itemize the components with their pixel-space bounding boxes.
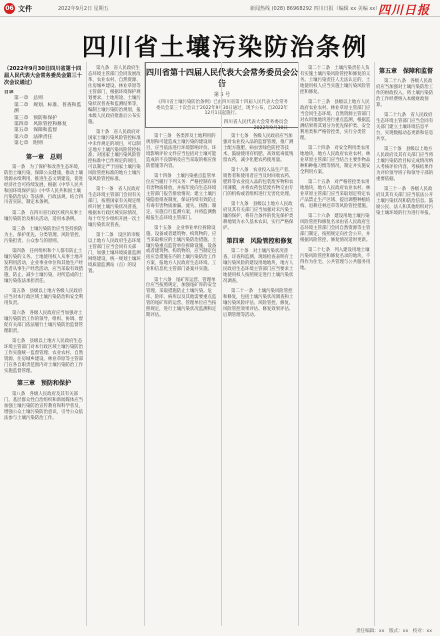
law-title: 四川省土壤污染防治条例 [82,32,368,61]
news-hotline: 新闻热线 (028) 86968292 四川日报（编辑 xx 美编 xx） [250,6,381,12]
article: 第十二条 设区的市级以上地方人民政府生态环境主管部门应当会同有关部门，加强土壤环境质量监测网络建设，统一规划土壤环境质量监测站（点）的设置。 [88,233,141,274]
announcement-body: 《四川省土壤污染防治条例》已由四川省第十四届人民代表大会常务委员会第三十次会议于2022年9月30日通过，现予公布，自2022年12月1日起施行。 [156,100,288,117]
article: 第二十五条 对严格管控类农用地地块，地方人民政府农业农村、林业草原主管部门应当采取划定特定农产品禁止生产区域、提出调整种植结构、退耕还林还草等风险管控措施。 [300,179,371,209]
column-divider [221,62,222,626]
article: 第六条 各级人民政府应当加强对土壤污染防治工作的领导，组织、协调、督促有关部门依法履行土壤污染防治监督管理职责。 [4,311,84,334]
text-column-6 [376,62,436,624]
column-divider [298,62,299,626]
text-column-1 [4,90,84,624]
article: 第十五条 企业事业单位拆除设施、设备或者建筑物、构筑物的，应当采取相应的土壤污染防治措施。土壤污染重点监管单位拆除设施、设备或者建筑物、构筑物的，应当制定包括应急措施在内的土壤污染防治工作方案，报地方人民政府生态环境、工业和信息化主管部门备案并实施。 [146,225,217,273]
article: 第二十六条 建设用地土壤污染风险管控和修复名录由省人民政府生态环境主管部门会同自然资源等主管部门制定，按照规定向社会公开，并根据风险管控、修复情况适时更新。 [300,213,371,243]
toc-item: 第二章 规划、标准、普查和监测 [14,102,82,115]
article: 第九条 省人民政府生态环境主管部门会同发展改革、农业农村、自然资源、住房城乡建设、林业草原等主管部门，根据环境保护规划要求、土地用途、土壤污染状况普查和监测结果等，编制土壤污染防治规划，报本级人民政府批准后公布实施。 [88,66,141,125]
adoption-note: （2022年9月30日四川省第十四届人民代表大会常务委员会第三十次会议通过） [4,66,82,86]
article: 第五条 县级以上地方各级人民政府应当对本行政区域土壤污染防治和安全利用负责。 [4,288,84,306]
announcement-box [145,62,299,131]
text-column-3 [146,130,219,624]
chapter-heading: 第五章 保障和监督 [378,68,433,75]
newspaper-logo: 四川日报 [377,3,430,17]
article: 第二十八条 各级人民政府应当加强对土壤污染防治工作的财政投入，将土壤污染防治工作经费纳入本级财政预算。 [376,79,434,109]
article: 第十四条 土壤污染重点监管单位应当履行下列义务：严格控制有毒有害物质排放，并按年度向生态环境主管部门报告排放情况；建立土壤污染隐患排查制度，保证持续有效防止有毒有害物质渗漏、流失、扬散；制定、实施自行监测方案，并将监测数据报生态环境主管部门。 [146,174,217,221]
article: 第三十条 县级以上地方人民政府及其有关部门应当将土壤污染防治目标完成情况纳入考核评价内容，考核结果作为评价领导班子和领导干部的重要依据。 [376,147,434,182]
article: 第十三条 各类涉及土地利用的规划和可能造成土壤污染的建设项目，应当依法进行环境影响评价。环境影响评价文件应当包括对土壤可能造成的不良影响及应当采取的相应预防措施等内容。 [146,134,217,169]
toc-item: 第七章 附则 [14,141,43,147]
article: 第三十一条 各级人民政府及其有关部门应当依法公开土壤污染状况和防治信息。鼓励公民、法人和其他组织对污染土壤环境的行为进行举报。 [376,187,434,216]
article: 第二十条 对土壤污染状况普查、详查和监测、现场检查表明有土壤污染风险的建设用地地块，地方人民政府生态环境主管部门应当要求土地使用权人按照规定进行土壤污染状况调查。 [223,249,294,284]
toc-item: 第四章 风险管控和修复 [14,122,67,128]
text-column-5 [300,62,372,624]
article: 第十条 省人民政府对国家土壤污染风险管控标准中未作规定的项目，可以制定地方土壤污染风险管控标准；对国家土壤污染风险管控标准中已作规定的项目，可以制定严于国家土壤污染风险管控标准的地方土壤污染风险管控标准。 [88,129,141,183]
text-column-4 [223,130,296,624]
article: 第二十七条 列入建设用地土壤污染风险管控和修复名录的地块，不得作为住宅、公共管理与公共服务用地。 [300,247,371,271]
article: 第十九条 县级以上地方人民政府及其有关部门应当加强对未污染土壤的保护，将符合条件的优先保护类耕地划为永久基本农田，实行严格保护。 [223,202,294,231]
article: 第四条 任何组织和个人都有防止土壤污染的义务。土地使用权人从事土地开发利用活动，企业事业单位和其他生产经营者从事生产经营活动，应当采取有效措施，防止、减少土壤污染，对所造成的土壤污染依法承担责任。 [4,249,84,284]
chapter-heading: 第三章 预防和保护 [16,380,71,388]
announcement-date: 2022年9月30日 [253,125,288,131]
announcement-number: 第 5 号 [213,92,231,98]
article: 第八条 各级人民政府及其有关部门、基层群众性自治组织和新闻媒体应当加强土壤污染防治宣传教育和科学普及，增强公众土壤污染防治意识，引导公众依法参与土壤污染防治工作。 [4,391,84,421]
section-label: 文件 [18,5,32,13]
article: 第二十二条 土壤污染责任人负有实施土壤污染风险管控和修复的义务。土壤污染责任人无法认定的，土地使用权人应当实施土壤污染风险管控和修复。 [300,66,371,96]
article: 第二十四条 对安全利用类农用地地块，地方人民政府农业农村、林业草原主管部门应当结合主要作物品种和种植习惯等情况，制定并实施安全利用方案。 [300,146,371,175]
chapter-heading: 第四章 风险管控和修复 [226,237,293,245]
toc-item: 第三章 预防和保护 [14,115,58,121]
chapter-heading: 第一章 总则 [25,153,62,161]
article: 第一条 为了保护和改善生态环境，防治土壤污染，保障公众健康，推动土壤资源永续利用，推进生态文明建设，促进经济社会可持续发展，根据《中华人民共和国环境保护法》《中华人民共和国土壤污染防治法》等法律、行政法规，结合四川省实际，制定本条例。 [4,165,84,206]
article: 第二十三条 县级以上地方人民政府农业农村、林业草原主管部门应当会同生态环境、自然资源主管部门对农用地地块进行重点监测，根据监测结果将其划分为优先保护类、安全利用类和严格管控类，实行分类管理。 [300,100,371,141]
article: 第七条 县级以上地方人民政府生态环境主管部门对本行政区域土壤污染防治工作实施统一监督管理；农业农村、自然资源、住房城乡建设、林业草原等主管部门在各自职责范围内对土壤污染防治工作实施监督管理。 [4,339,84,374]
issue-date: 2022年9月2日 星期五 [58,6,109,12]
article: 第十六条 尾矿库运营、管理单位应当按照规定，加强尾矿库的安全管理，采取措施防止土壤污染。危库、险库、病库以及其他需要重点监管的尾矿库的运营、管理单位应当按照规定，进行土壤污染状况监测和定期评估。 [146,277,217,318]
announcement-issuer: 四川省人民代表大会常务委员会 [223,119,288,125]
page-header [0,0,440,17]
page-number-badge: 06 [5,5,14,12]
column-divider [374,62,375,626]
article: 第二十一条 土壤污染风险管控和修复，包括土壤污染状况调查和土壤污染风险评估、风险管控、修复、风险管控效果评估、修复效果评估、后期管理等活动。 [223,288,294,318]
article: 第十七条 各级人民政府应当加强对农业投入品的监督管理，推广测土配方施肥、病虫害绿色防控等技术，鼓励使用有机肥、高效低毒低残留农药，减少化肥农药使用量。 [223,134,294,164]
toc-heading: 目录 [4,90,14,95]
article: 第二十九条 省人民政府生态环境主管部门应当会同有关部门建立土壤环境信息平台，实现数据动态更新和信息共享。 [376,113,434,142]
page-footer: 责任编辑：xx 版式：xx 校对：xx [355,629,432,634]
column-divider [144,62,145,626]
text-column-2 [88,62,142,624]
article: 第十一条 省人民政府生态环境主管部门会同有关部门，按照国家有关规定组织开展土壤污染状况普查，根据本行政区域实际情况，每十年至少组织开展一次土壤污染状况普查。 [88,187,141,228]
toc-item: 第五章 保障和监督 [14,128,58,134]
article: 第二条 在四川省行政区域内从事土壤污染防治及相关活动，适用本条例。 [4,210,83,222]
toc-item: 第一章 总则 [14,96,43,102]
article: 第十八条 农业投入品生产者、销售者和使用者应当及时回收农药、肥料等农业投入品的包装废弃物和农用薄膜，并将农药包装废弃物交由专门的机构或者组织进行无害化处理。 [223,168,294,197]
table-of-contents [4,90,84,148]
article: 第三条 土壤污染防治应当坚持预防为主、保护优先、分类管理、风险管控、污染担责、公众参与的原则。 [4,226,84,244]
column-divider [86,62,87,626]
announcement-title: 四川省第十四届人民代表大会常务委员会公告 [146,67,298,88]
toc-item: 第六章 法律责任 [14,134,53,140]
